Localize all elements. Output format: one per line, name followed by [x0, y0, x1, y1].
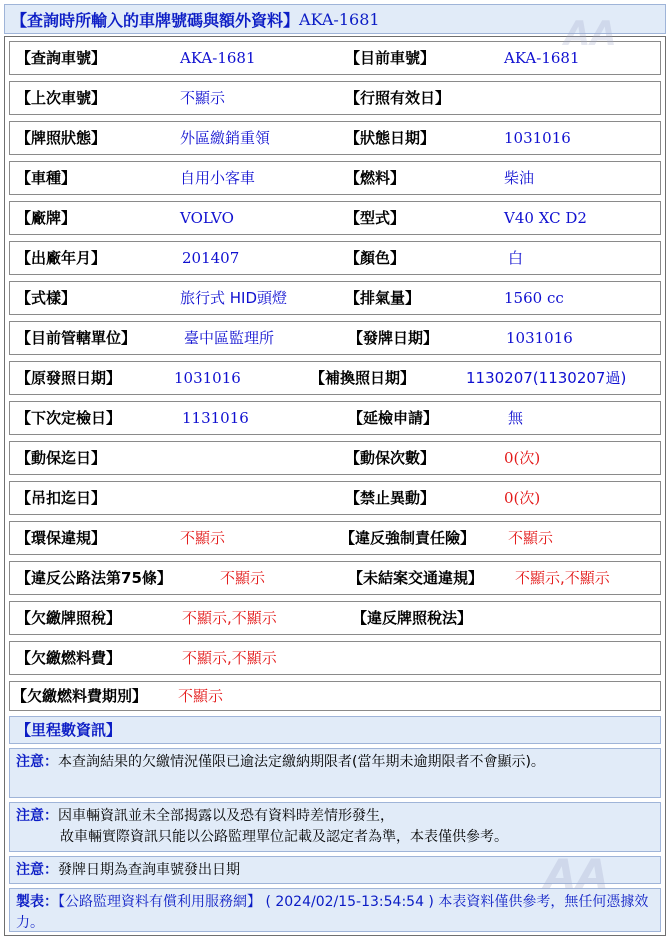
- current-plate-label: 【目前車號】: [345, 49, 436, 67]
- color-value: 白: [508, 249, 524, 267]
- fuel-label: 【燃料】: [345, 169, 406, 187]
- footer-head: 製表：: [16, 894, 58, 910]
- mileage-section-header: 【里程數資訊】: [9, 716, 661, 744]
- row-fuel-fee: [9, 641, 661, 675]
- manufacture-label: 【出廠年月】: [16, 249, 107, 267]
- next-inspection-label: 【下次定檢日】: [16, 409, 122, 427]
- watermark-logo: AA: [564, 14, 617, 54]
- row-license-tax: [9, 601, 661, 635]
- unsettled-traffic-value: 不顯示,不顯示: [515, 569, 610, 587]
- row-fuel-fee-period: [9, 681, 661, 711]
- brand-label: 【廠牌】: [16, 209, 77, 227]
- unsettled-traffic-label: 【未結案交通違規】: [348, 569, 484, 587]
- unpaid-license-tax-value: 不顯示,不顯示: [182, 609, 277, 627]
- seizure-date-label: 【吊扣迄日】: [16, 489, 107, 507]
- footer-text: 【公路監理資料有償利用服務網】 ( 2024/02/15-13:54:54 ) 本表資料僅供參考，無任何憑據效力。: [16, 894, 649, 931]
- reissue-label: 【補換照日期】: [310, 369, 416, 387]
- highway-law-label: 【違反公路法第75條】: [16, 569, 172, 587]
- insurance-violation-value: 不顯示: [508, 529, 554, 547]
- report-title: 【查詢時所輸入的車牌號碼與額外資料】: [11, 10, 300, 30]
- note-text: 因車輛資訊並未全部揭露以及恐有資料時差情形發生，: [58, 808, 394, 824]
- row-office: [9, 321, 661, 355]
- unpaid-fuel-period-label: 【欠繳燃料費期別】: [12, 687, 148, 705]
- next-inspection-value: 1131016: [182, 409, 249, 427]
- row-vehicle-type: [9, 161, 661, 195]
- note-unpaid-scope: [9, 748, 661, 798]
- vehicle-type-value: 自用小客車: [180, 169, 256, 187]
- note-text-continued: 故車輛實際資訊只能以公路監理單位記載及認定者為準，本表僅供參考。: [60, 829, 508, 845]
- vehicle-type-label: 【車種】: [16, 169, 77, 187]
- office-label: 【目前管轄單位】: [16, 329, 137, 347]
- orig-issue-value: 1031016: [174, 369, 241, 387]
- note-text: 發牌日期為查詢車號發出日期: [58, 862, 240, 878]
- insurance-violation-label: 【違反強制責任險】: [340, 529, 476, 547]
- row-brand: [9, 201, 661, 235]
- row-env-violation: [9, 521, 661, 555]
- note-text: 本查詢結果的欠繳情況僅限已逾法定繳納期限者(當年期未逾期限者不會顯示)。: [58, 754, 545, 770]
- unpaid-fuel-fee-label: 【欠繳燃料費】: [16, 649, 122, 667]
- highway-law-value: 不顯示: [220, 569, 266, 587]
- row-inspection: [9, 401, 661, 435]
- info-frame: [4, 36, 666, 936]
- current-plate-value: AKA-1681: [504, 49, 580, 67]
- brand-value: VOLVO: [180, 209, 234, 227]
- office-value: 臺中區監理所: [184, 329, 275, 347]
- issue-date-label: 【發牌日期】: [348, 329, 439, 347]
- model-label: 【型式】: [345, 209, 406, 227]
- row-original-issue: [9, 361, 661, 395]
- note-disclaimer: [9, 802, 661, 852]
- env-violation-value: 不顯示: [180, 529, 226, 547]
- previous-plate-label: 【上次車號】: [16, 89, 107, 107]
- transfer-ban-label: 【禁止異動】: [345, 489, 436, 507]
- extension-value: 無: [508, 409, 524, 427]
- row-plate-status: [9, 121, 661, 155]
- note-head: 注意：: [16, 754, 58, 770]
- note-head: 注意：: [16, 808, 58, 824]
- query-plate-label: 【查詢車號】: [16, 49, 107, 67]
- issue-date-value: 1031016: [506, 329, 573, 347]
- color-label: 【顏色】: [345, 249, 406, 267]
- watermark-logo-bottom: AA: [544, 850, 610, 899]
- model-value: V40 XC D2: [504, 209, 587, 227]
- fuel-value: 柴油: [504, 169, 535, 187]
- displacement-value: 1560 cc: [504, 289, 564, 307]
- row-plates: [9, 41, 661, 75]
- extension-label: 【延檢申請】: [348, 409, 439, 427]
- row-style: [9, 281, 661, 315]
- unpaid-license-tax-label: 【欠繳牌照稅】: [16, 609, 122, 627]
- status-date-label: 【狀態日期】: [345, 129, 436, 147]
- report-sheet: [4, 4, 666, 936]
- displacement-label: 【排氣量】: [345, 289, 421, 307]
- transfer-ban-value: 0(次): [504, 489, 541, 507]
- style-value: 旅行式 HID頭燈: [180, 289, 288, 307]
- status-date-value: 1031016: [504, 129, 571, 147]
- lien-date-label: 【動保迄日】: [16, 449, 107, 467]
- row-highway-law: [9, 561, 661, 595]
- license-tax-law-label: 【違反牌照稅法】: [352, 609, 473, 627]
- query-plate-value: AKA-1681: [180, 49, 256, 67]
- unpaid-fuel-period-value: 不顯示: [178, 687, 224, 705]
- reissue-value: 1130207(1130207過): [466, 369, 627, 387]
- row-previous-plate: [9, 81, 661, 115]
- previous-plate-value: 不顯示: [180, 89, 226, 107]
- license-valid-label: 【行照有效日】: [345, 89, 451, 107]
- plate-status-value: 外區繳銷重領: [180, 129, 271, 147]
- orig-issue-label: 【原發照日期】: [16, 369, 122, 387]
- style-label: 【式樣】: [16, 289, 77, 307]
- row-seizure: [9, 481, 661, 515]
- note-issue-date: [9, 856, 661, 884]
- plate-status-label: 【牌照狀態】: [16, 129, 107, 147]
- row-manufacture: [9, 241, 661, 275]
- row-lien: [9, 441, 661, 475]
- lien-count-value: 0(次): [504, 449, 541, 467]
- env-violation-label: 【環保違規】: [16, 529, 107, 547]
- lien-count-label: 【動保次數】: [345, 449, 436, 467]
- report-footer: [9, 888, 661, 932]
- unpaid-fuel-fee-value: 不顯示,不顯示: [182, 649, 277, 667]
- report-plate: AKA-1681: [299, 9, 380, 29]
- report-header: [4, 4, 666, 34]
- manufacture-value: 201407: [182, 249, 240, 267]
- note-head: 注意：: [16, 862, 58, 878]
